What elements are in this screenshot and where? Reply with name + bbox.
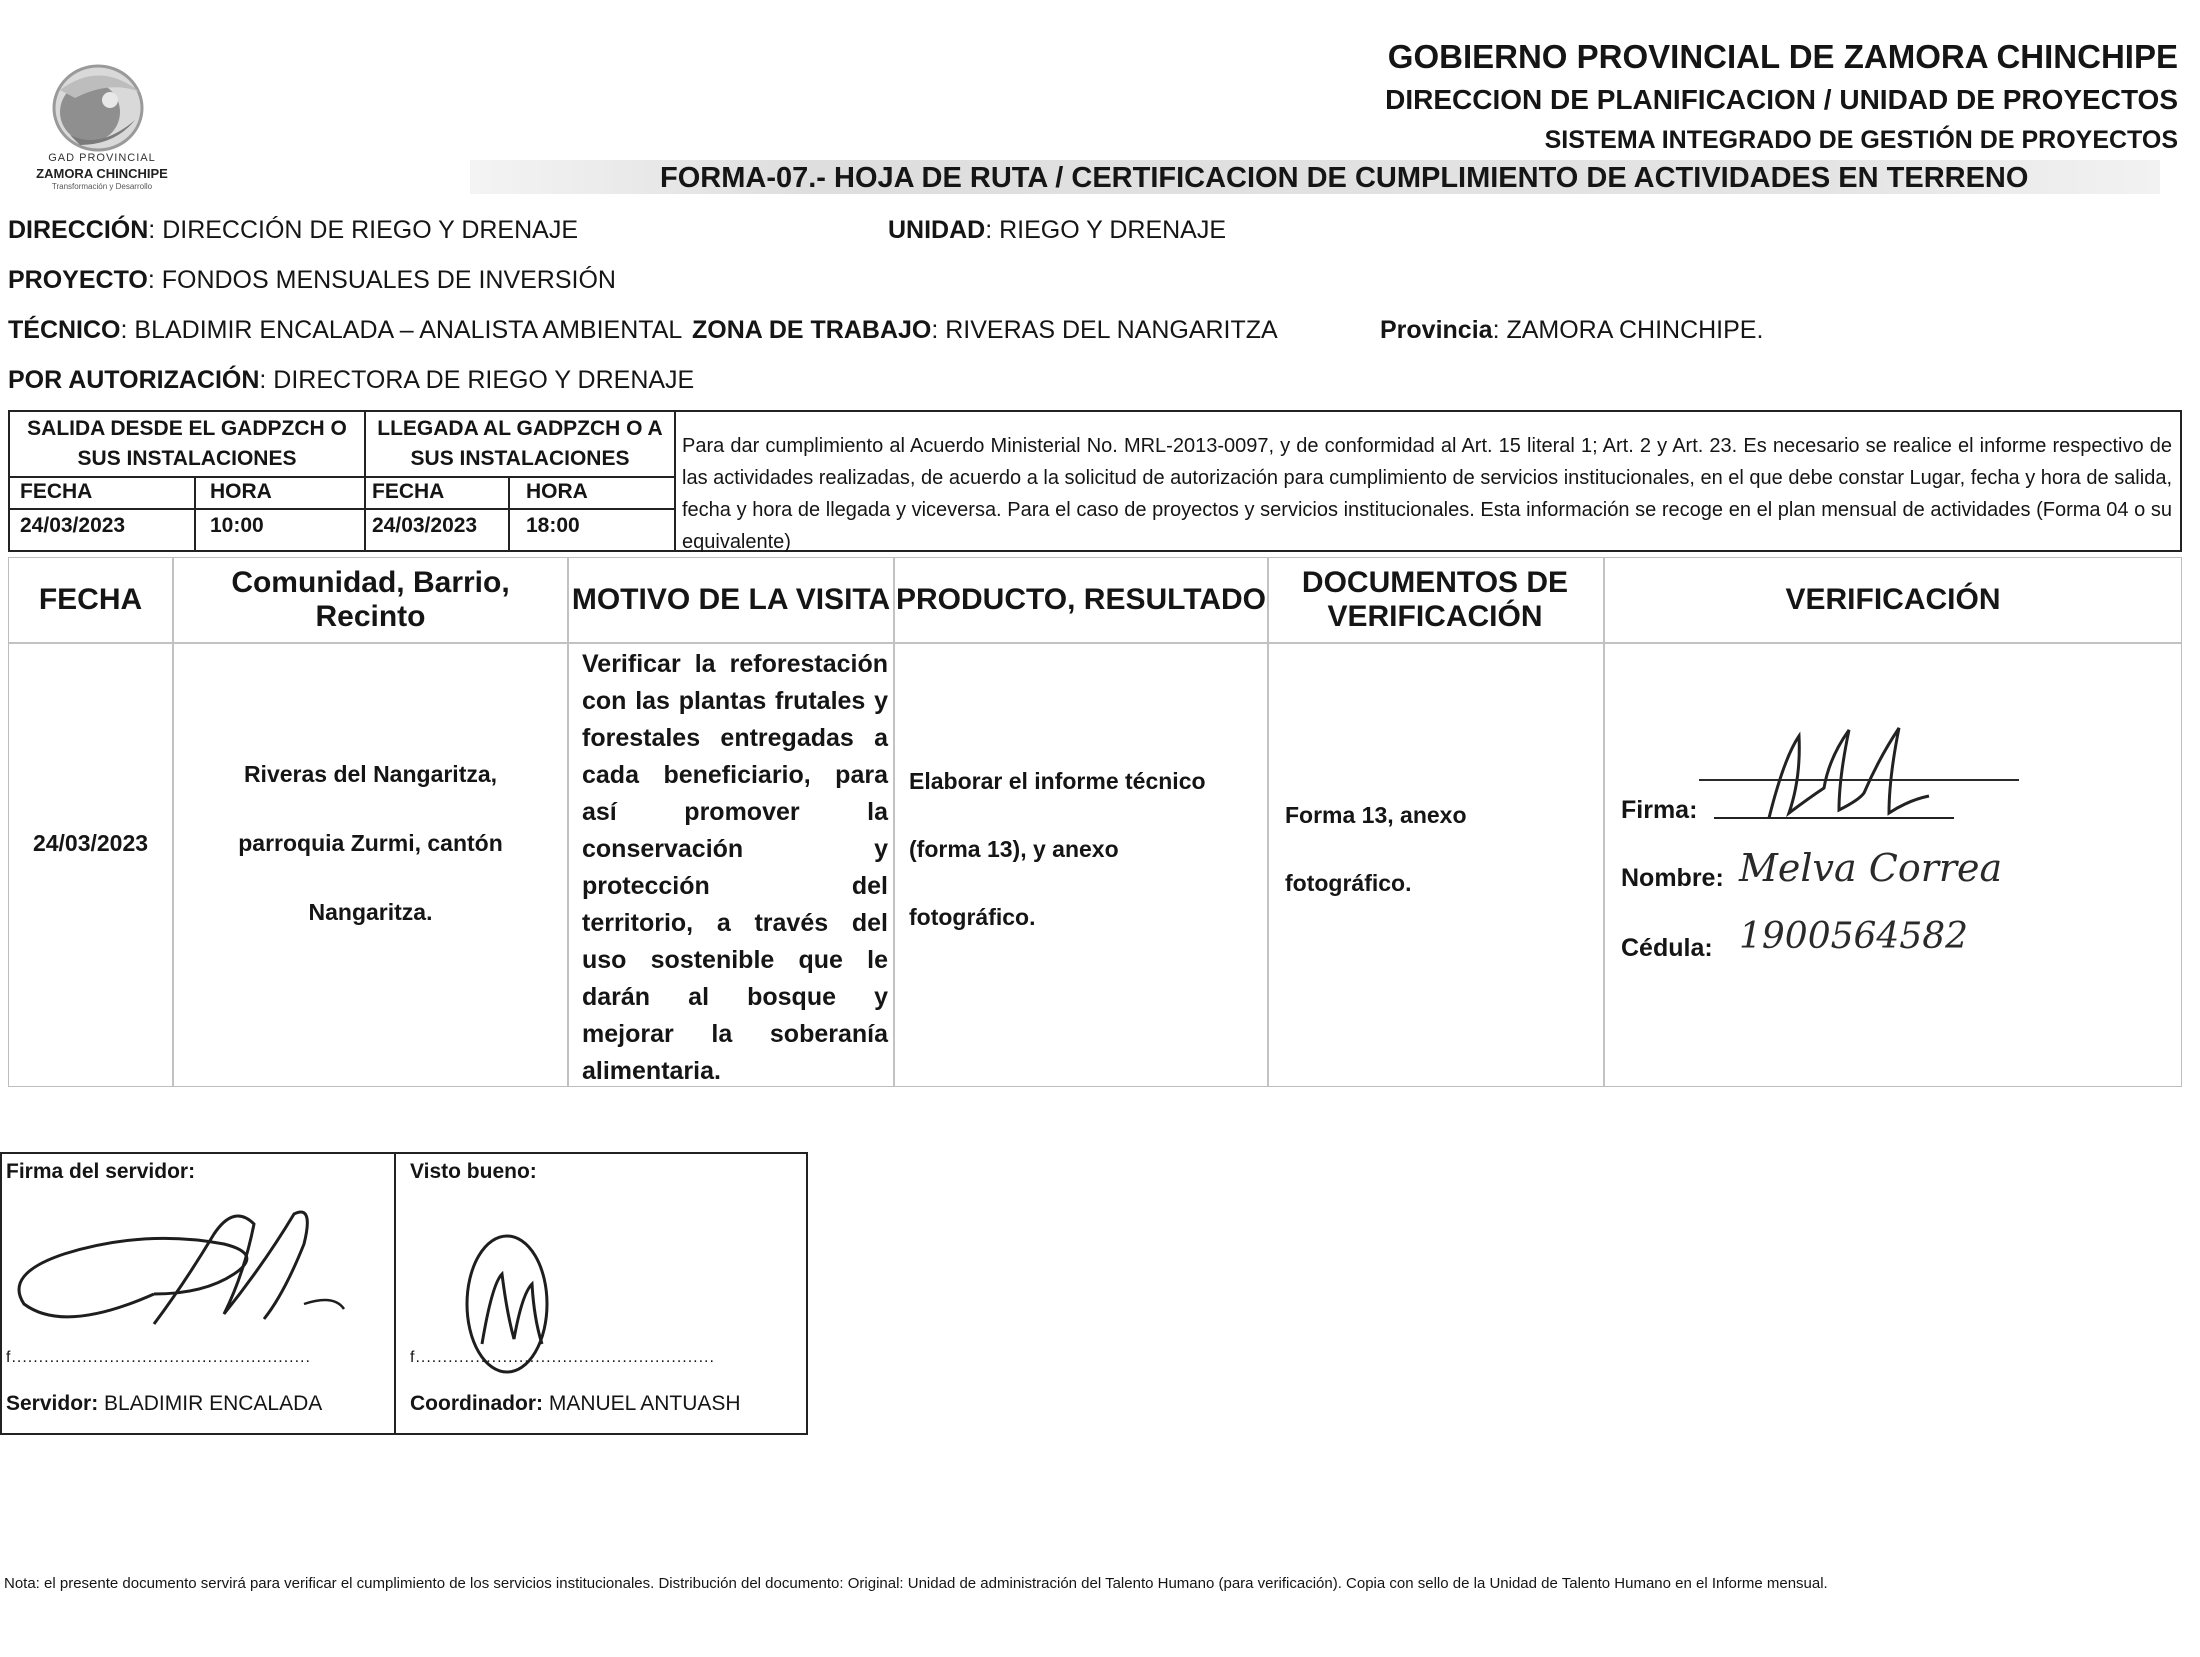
servidor-dotted-line: f....................................................... xyxy=(6,1349,311,1366)
row-comunidad-line1: Riveras del Nangaritza, xyxy=(243,761,498,787)
motivo-line: Verificar la reforestación xyxy=(582,650,888,678)
cedula-label: Cédula: xyxy=(1621,934,1713,962)
activities-table xyxy=(8,557,2182,1087)
row-fecha: 24/03/2023 xyxy=(32,830,149,856)
servidor-signature-icon xyxy=(4,1194,364,1344)
salida-fecha-label: FECHA xyxy=(20,480,93,503)
motivo-line: cada beneficiario, para xyxy=(582,761,888,789)
row-producto-line3: fotográfico. xyxy=(909,904,1036,930)
row-producto-line2: (forma 13), y anexo xyxy=(909,836,1119,862)
footer-note: Nota: el presente documento servirá para verificar el cumplimiento de los servicios institucionales. Distribución del documento: Original: Unidad de administración del Talento Humano (para verificación). Copia con sello de la Unidad de Talento Humano en el Informe mensual. xyxy=(4,1575,1828,1592)
cedula-handwritten: 1900564582 xyxy=(1739,916,1969,957)
salida-fecha-value: 24/03/2023 xyxy=(20,514,126,537)
field-direccion: DIRECCIÓN: DIRECCIÓN DE RIEGO Y DRENAJE xyxy=(8,216,579,244)
servidor-name: Servidor: BLADIMIR ENCALADA xyxy=(6,1392,323,1415)
row-motivo xyxy=(582,646,888,1090)
row-producto-line1: Elaborar el informe técnico xyxy=(909,768,1206,794)
firma-underline-icon xyxy=(1714,810,1954,824)
row-documentos-line2: fotográfico. xyxy=(1285,870,1412,896)
row-comunidad-line3: Nangaritza. xyxy=(308,899,433,925)
motivo-line: conservación y xyxy=(582,835,888,863)
acuerdo-paragraph: Para dar cumplimiento al Acuerdo Ministerial No. MRL-2013-0097, y de conformidad al Art. 15 literal 1; Art. 2 y Art. 23. Es necesario se realice el informe respectivo de las actividades realizadas, de acuerdo a la solicitud de autorización para cumplimiento de servicios institucionales, en el que debe constar Lugar, fecha y hora de salida, fecha y hora de llegada y viceversa. Para el caso de proyectos y servicios institucionales. Esta información se recoge en el plan mensual de actividades (Forma 04 o su equivalente) xyxy=(682,435,2172,553)
motivo-line: darán al bosque y xyxy=(582,983,888,1011)
salida-header: SALIDA DESDE EL GADPZCH O SUS INSTALACIONES xyxy=(27,417,347,470)
motivo-line: territorio, a través del xyxy=(582,909,888,937)
logo-text-gad: GAD PROVINCIAL xyxy=(48,152,156,164)
field-proyecto: PROYECTO: FONDOS MENSUALES DE INVERSIÓN xyxy=(8,266,616,294)
llegada-fecha-value: 24/03/2023 xyxy=(372,514,478,537)
form-title: FORMA-07.- HOJA DE RUTA / CERTIFICACION DE CUMPLIMIENTO DE ACTIVIDADES EN TERRENO xyxy=(660,162,2029,194)
salida-hora-value: 10:00 xyxy=(210,514,264,537)
coordinador-name: Coordinador: MANUEL ANTUASH xyxy=(410,1392,741,1415)
logo-text-tagline: Transformación y Desarrollo xyxy=(51,182,153,191)
salida-hora-label: HORA xyxy=(210,480,272,503)
signature-boxes xyxy=(0,1152,808,1435)
field-tecnico: TÉCNICO: BLADIMIR ENCALADA – ANALISTA AMBIENTAL xyxy=(8,316,683,344)
llegada-hora-label: HORA xyxy=(526,480,588,503)
header-sistema: SISTEMA INTEGRADO DE GESTIÓN DE PROYECTOS xyxy=(1544,126,2178,154)
field-unidad: UNIDAD: RIEGO Y DRENAJE xyxy=(888,216,1227,244)
header-motivo: MOTIVO DE LA VISITA xyxy=(571,583,891,616)
logo-text-zamora: ZAMORA CHINCHIPE xyxy=(36,166,168,181)
firma-servidor-label: Firma del servidor: xyxy=(6,1160,196,1183)
motivo-line: así promover la xyxy=(582,798,888,826)
motivo-line: con las plantas frutales y xyxy=(582,687,888,715)
llegada-fecha-label: FECHA xyxy=(372,480,445,503)
motivo-line: uso sostenible que le xyxy=(582,946,888,974)
field-zona: ZONA DE TRABAJO: RIVERAS DEL NANGARITZA xyxy=(692,316,1278,344)
header-producto: PRODUCTO, RESULTADO xyxy=(895,583,1266,616)
coordinador-dotted-line: f....................................................... xyxy=(410,1349,715,1366)
nombre-label: Nombre: xyxy=(1621,864,1724,892)
llegada-header: LLEGADA AL GADPZCH O A SUS INSTALACIONES xyxy=(377,417,663,470)
row-documentos-line1: Forma 13, anexo xyxy=(1285,802,1467,828)
motivo-line: forestales entregadas a xyxy=(582,724,888,752)
header-documentos: DOCUMENTOS DE VERIFICACIÓN xyxy=(1301,566,1569,633)
field-autorizacion: POR AUTORIZACIÓN: DIRECTORA DE RIEGO Y DRENAJE xyxy=(8,366,695,394)
header-verificacion: VERIFICACIÓN xyxy=(1785,583,2001,616)
header-gobierno: GOBIERNO PROVINCIAL DE ZAMORA CHINCHIPE xyxy=(1387,38,2178,75)
header-direccion: DIRECCION DE PLANIFICACION / UNIDAD DE PROYECTOS xyxy=(1385,84,2178,115)
header-fecha: FECHA xyxy=(38,583,143,616)
field-provincia: Provincia: ZAMORA CHINCHIPE. xyxy=(1380,316,1764,344)
header-comunidad: Comunidad, Barrio, Recinto xyxy=(231,566,510,633)
motivo-line: protección del xyxy=(582,872,888,900)
nombre-handwritten: Melva Correa xyxy=(1739,846,2003,890)
row-comunidad-line2: parroquia Zurmi, cantón xyxy=(238,830,503,856)
motivo-line: alimentaria. xyxy=(582,1057,721,1085)
visto-bueno-label: Visto bueno: xyxy=(410,1160,537,1183)
llegada-hora-value: 18:00 xyxy=(526,514,580,537)
motivo-line: mejorar la soberanía xyxy=(582,1020,888,1048)
firma-label: Firma: xyxy=(1621,796,1698,824)
